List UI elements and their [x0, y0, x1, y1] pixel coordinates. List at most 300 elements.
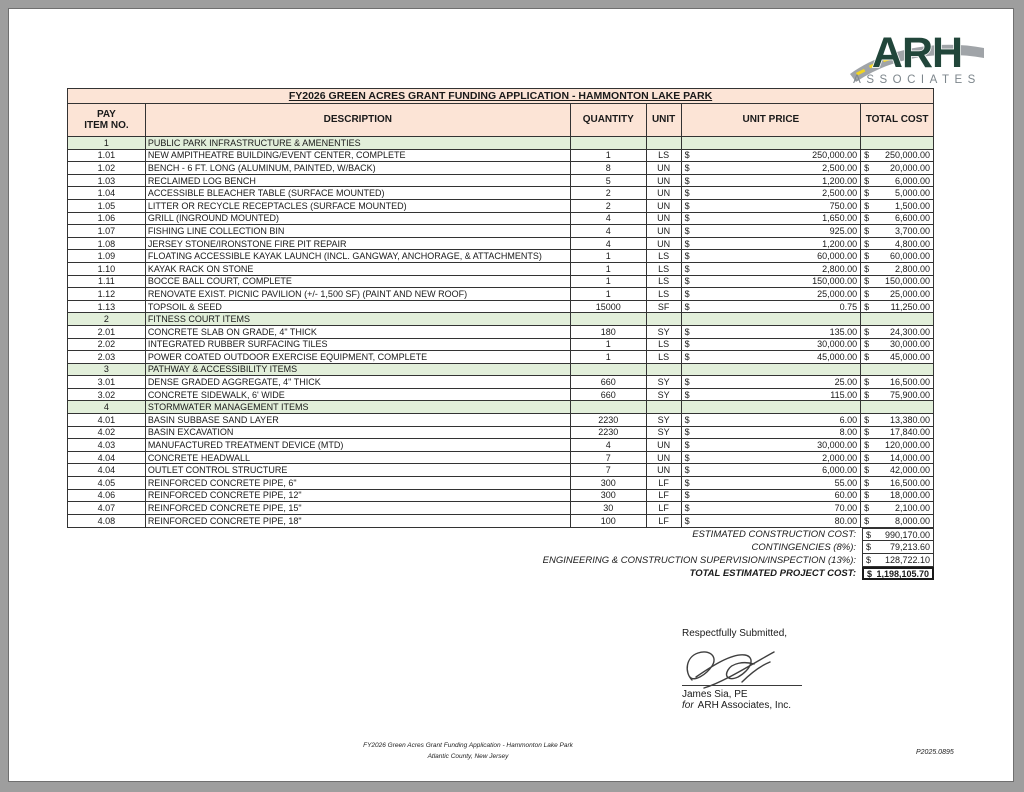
- quantity-cell: 8: [571, 162, 647, 175]
- description-cell: FISHING LINE COLLECTION BIN: [146, 225, 571, 238]
- currency-symbol: $: [684, 188, 690, 199]
- description-cell: FLOATING ACCESSIBLE KAYAK LAUNCH (INCL. GANGWAY, ANCHORAGE, & ATTACHMENTS): [146, 250, 571, 263]
- unit-cell: UN: [647, 464, 682, 477]
- footer-title: FY2026 Green Acres Grant Funding Application - Hammonton Lake Park: [363, 742, 573, 749]
- currency-symbol: $: [864, 440, 870, 451]
- quantity-cell: 1: [571, 276, 647, 289]
- quantity-cell: 15000: [571, 301, 647, 314]
- currency-symbol: $: [684, 516, 690, 527]
- total-cost-cell: [861, 439, 933, 452]
- unit-cell: LS: [647, 150, 682, 163]
- amount-value: 115.00: [830, 389, 858, 400]
- amount-value: 150,000.00: [884, 276, 930, 287]
- unit-cell: SY: [647, 389, 682, 402]
- quantity-cell: 660: [571, 376, 647, 389]
- pay-item-no-cell: 4.05: [68, 477, 146, 490]
- table-row: [68, 452, 933, 465]
- unit-price-cell: [682, 288, 862, 301]
- pay-item-no-cell: 1.04: [68, 187, 146, 200]
- amount-value: 6,000.00: [822, 465, 858, 476]
- pay-item-no-cell: 1.13: [68, 301, 146, 314]
- unit-price-cell: [682, 187, 862, 200]
- currency-symbol: $: [864, 414, 870, 425]
- currency-symbol: $: [684, 200, 690, 211]
- logo-text: ARH: [871, 29, 963, 77]
- description-cell: BENCH - 6 FT. LONG (ALUMINUM, PAINTED, W/BACK): [146, 162, 571, 175]
- quantity-cell: [571, 364, 647, 377]
- amount-value: 20,000.00: [889, 162, 930, 173]
- pay-item-no-cell: 4: [68, 401, 146, 414]
- amount-value: 25,000.00: [817, 288, 858, 299]
- unit-price-cell: [682, 225, 862, 238]
- logo-subtext: ASSOCIATES: [853, 74, 981, 85]
- unit-price-cell: [682, 464, 862, 477]
- salutation: Respectfully Submitted,: [682, 628, 788, 639]
- description-cell: OUTLET CONTROL STRUCTURE: [146, 464, 571, 477]
- amount-value: 75,900.00: [889, 389, 930, 400]
- amount-value: 60.00: [834, 490, 858, 501]
- unit-price-cell: [682, 389, 862, 402]
- amount-value: 11,250.00: [890, 301, 930, 312]
- currency-symbol: $: [864, 477, 870, 488]
- currency-symbol: $: [684, 225, 690, 236]
- currency-symbol: $: [684, 490, 690, 501]
- unit-price-cell: [682, 364, 862, 377]
- unit-cell: UN: [647, 175, 682, 188]
- currency-symbol: $: [684, 427, 690, 438]
- totals-value-cell: [862, 541, 934, 554]
- description-cell: BOCCE BALL COURT, COMPLETE: [146, 276, 571, 289]
- unit-price-cell: [682, 427, 862, 440]
- quantity-cell: 4: [571, 439, 647, 452]
- unit-cell: LS: [647, 351, 682, 364]
- currency-symbol: $: [684, 251, 690, 262]
- cost-estimate-table: [67, 88, 934, 528]
- amount-value: 25.00: [834, 377, 858, 388]
- unit-price-cell: [682, 452, 862, 465]
- description-cell: PATHWAY & ACCESSIBILITY ITEMS: [146, 364, 571, 377]
- total-cost-cell: [861, 238, 933, 251]
- signature-line: [682, 685, 802, 686]
- table-row: [68, 301, 933, 314]
- table-row: [68, 175, 933, 188]
- pay-item-no-cell: 4.07: [68, 502, 146, 515]
- quantity-cell: 300: [571, 490, 647, 503]
- amount-value: 2,500.00: [822, 188, 858, 199]
- currency-symbol: $: [684, 326, 690, 337]
- unit-price-cell: [682, 150, 862, 163]
- total-cost-cell: [861, 389, 933, 402]
- currency-symbol: $: [684, 389, 690, 400]
- currency-symbol: $: [864, 301, 870, 312]
- signatory-company: [682, 700, 842, 711]
- table-row: [68, 376, 933, 389]
- table-row: [68, 477, 933, 490]
- amount-value: 5,000.00: [894, 188, 930, 199]
- amount-value: 14,000.00: [889, 452, 930, 463]
- amount-value: 2,500.00: [822, 162, 858, 173]
- amount-value: 30,000.00: [817, 440, 858, 451]
- unit-cell: LS: [647, 339, 682, 352]
- unit-price-cell: [682, 162, 862, 175]
- table-row: [68, 502, 933, 515]
- pay-item-no-cell: 4.04: [68, 452, 146, 465]
- pay-item-no-cell: 4.08: [68, 515, 146, 528]
- unit-price-cell: [682, 515, 862, 528]
- currency-symbol: $: [864, 225, 870, 236]
- header-total-cost: TOTAL COST: [865, 114, 929, 126]
- unit-price-cell: [682, 301, 862, 314]
- description-cell: REINFORCED CONCRETE PIPE, 12": [146, 490, 571, 503]
- currency-symbol: $: [684, 150, 690, 161]
- total-cost-cell: [861, 452, 933, 465]
- pay-item-no-cell: 1.08: [68, 238, 146, 251]
- description-cell: LITTER OR RECYCLE RECEPTACLES (SURFACE MOUNTED): [146, 200, 571, 213]
- currency-symbol: $: [684, 301, 690, 312]
- description-cell: INTEGRATED RUBBER SURFACING TILES: [146, 339, 571, 352]
- unit-cell: LS: [647, 250, 682, 263]
- pay-item-no-cell: 4.04: [68, 464, 146, 477]
- table-row: [68, 464, 933, 477]
- amount-value: 750.00: [829, 200, 858, 211]
- currency-symbol: $: [867, 568, 873, 579]
- currency-symbol: $: [864, 427, 870, 438]
- currency-symbol: $: [684, 414, 690, 425]
- amount-value: 6.00: [839, 414, 858, 425]
- quantity-cell: 660: [571, 389, 647, 402]
- total-cost-cell: [861, 464, 933, 477]
- pay-item-no-cell: 2: [68, 313, 146, 326]
- totals-row: [67, 541, 934, 554]
- header-pay-line1: PAY: [96, 108, 116, 120]
- total-cost-cell: [861, 263, 933, 276]
- currency-symbol: $: [684, 465, 690, 476]
- amount-value: 60,000.00: [889, 251, 930, 262]
- unit-price-cell: [682, 502, 862, 515]
- amount-value: 1,200.00: [822, 175, 858, 186]
- company-name: ARH Associates, Inc.: [697, 700, 792, 711]
- section-row: [68, 364, 933, 377]
- description-cell: CONCRETE SLAB ON GRADE, 4" THICK: [146, 326, 571, 339]
- table-row: [68, 414, 933, 427]
- amount-value: 3,700.00: [894, 225, 930, 236]
- unit-price-cell: [682, 326, 862, 339]
- currency-symbol: $: [684, 162, 690, 173]
- currency-symbol: $: [864, 465, 870, 476]
- quantity-cell: 2: [571, 200, 647, 213]
- currency-symbol: $: [684, 477, 690, 488]
- total-cost-cell: [861, 225, 933, 238]
- quantity-cell: [571, 137, 647, 150]
- description-cell: KAYAK RACK ON STONE: [146, 263, 571, 276]
- amount-value: 135.00: [829, 326, 858, 337]
- quantity-cell: 1: [571, 250, 647, 263]
- currency-symbol: $: [866, 542, 872, 552]
- currency-symbol: $: [864, 351, 870, 362]
- total-cost-cell: [861, 326, 933, 339]
- quantity-cell: 4: [571, 238, 647, 251]
- description-cell: MANUFACTURED TREATMENT DEVICE (MTD): [146, 439, 571, 452]
- pay-item-no-cell: 3.02: [68, 389, 146, 402]
- unit-cell: LF: [647, 477, 682, 490]
- unit-cell: [647, 137, 682, 150]
- total-cost-cell: [861, 313, 933, 326]
- currency-symbol: $: [684, 213, 690, 224]
- unit-cell: SY: [647, 414, 682, 427]
- unit-price-cell: [682, 175, 862, 188]
- arh-logo-graphic: [850, 27, 984, 85]
- totals-row: [67, 567, 934, 580]
- description-cell: CONCRETE SIDEWALK, 6' WIDE: [146, 389, 571, 402]
- totals-value-cell: [862, 567, 934, 580]
- quantity-cell: 2230: [571, 427, 647, 440]
- currency-symbol: $: [864, 263, 870, 274]
- table-row: [68, 326, 933, 339]
- quantity-cell: 1: [571, 288, 647, 301]
- currency-symbol: $: [684, 238, 690, 249]
- description-cell: STORMWATER MANAGEMENT ITEMS: [146, 401, 571, 414]
- total-cost-cell: [861, 427, 933, 440]
- unit-price-cell: [682, 137, 862, 150]
- description-cell: GRILL (INGROUND MOUNTED): [146, 213, 571, 226]
- amount-value: 2,100.00: [894, 503, 930, 514]
- totals-row: [67, 528, 934, 541]
- table-row: [68, 238, 933, 251]
- amount-value: 80.00: [834, 516, 858, 527]
- quantity-cell: 7: [571, 452, 647, 465]
- unit-cell: UN: [647, 225, 682, 238]
- unit-cell: LS: [647, 288, 682, 301]
- currency-symbol: $: [864, 150, 870, 161]
- amount-value: 55.00: [834, 477, 858, 488]
- totals-row: [67, 554, 934, 567]
- totals-label: ENGINEERING & CONSTRUCTION SUPERVISION/INSPECTION (13%):: [542, 555, 856, 566]
- unit-cell: UN: [647, 187, 682, 200]
- currency-symbol: $: [864, 213, 870, 224]
- table-body: [67, 137, 934, 528]
- section-row: [68, 313, 933, 326]
- amount-value: 150,000.00: [812, 276, 858, 287]
- amount-value: 24,300.00: [889, 326, 930, 337]
- total-cost-cell: [861, 477, 933, 490]
- totals-label: ESTIMATED CONSTRUCTION COST:: [692, 529, 856, 540]
- amount-value: 4,800.00: [894, 238, 930, 249]
- unit-price-cell: [682, 376, 862, 389]
- table-row: [68, 427, 933, 440]
- currency-symbol: $: [684, 276, 690, 287]
- total-cost-cell: [861, 250, 933, 263]
- currency-symbol: $: [864, 377, 870, 388]
- unit-price-cell: [682, 439, 862, 452]
- total-cost-cell: [861, 288, 933, 301]
- table-row: [68, 515, 933, 528]
- unit-price-cell: [682, 200, 862, 213]
- signatory-name: James Sia, PE: [682, 689, 748, 700]
- description-cell: REINFORCED CONCRETE PIPE, 15": [146, 502, 571, 515]
- total-cost-cell: [861, 301, 933, 314]
- currency-symbol: $: [864, 200, 870, 211]
- pay-item-no-cell: 1.03: [68, 175, 146, 188]
- unit-cell: [647, 313, 682, 326]
- amount-value: 1,200.00: [822, 238, 858, 249]
- for-prefix: for: [682, 700, 694, 711]
- currency-symbol: $: [864, 288, 870, 299]
- description-cell: FITNESS COURT ITEMS: [146, 313, 571, 326]
- totals-value-cell: [862, 528, 934, 541]
- total-cost-cell: [861, 200, 933, 213]
- description-cell: CONCRETE HEADWALL: [146, 452, 571, 465]
- table-row: [68, 150, 933, 163]
- pay-item-no-cell: 1.07: [68, 225, 146, 238]
- amount-value: 6,600.00: [894, 213, 930, 224]
- total-cost-cell: [861, 414, 933, 427]
- pay-item-no-cell: 1: [68, 137, 146, 150]
- description-cell: TOPSOIL & SEED: [146, 301, 571, 314]
- pay-item-no-cell: 4.03: [68, 439, 146, 452]
- pay-item-no-cell: 2.02: [68, 339, 146, 352]
- unit-cell: SF: [647, 301, 682, 314]
- description-cell: RECLAIMED LOG BENCH: [146, 175, 571, 188]
- unit-cell: LF: [647, 502, 682, 515]
- amount-value: 128,722.10: [884, 555, 930, 565]
- amount-value: 13,380.00: [889, 414, 930, 425]
- description-cell: BASIN SUBBASE SAND LAYER: [146, 414, 571, 427]
- unit-price-cell: [682, 250, 862, 263]
- unit-cell: UN: [647, 200, 682, 213]
- total-cost-cell: [861, 187, 933, 200]
- quantity-cell: 30: [571, 502, 647, 515]
- description-cell: REINFORCED CONCRETE PIPE, 6": [146, 477, 571, 490]
- unit-price-cell: [682, 213, 862, 226]
- unit-price-cell: [682, 490, 862, 503]
- pay-item-no-cell: 4.01: [68, 414, 146, 427]
- unit-cell: UN: [647, 439, 682, 452]
- table-row: [68, 439, 933, 452]
- total-cost-cell: [861, 351, 933, 364]
- footer-center: [318, 740, 618, 762]
- pay-item-no-cell: 1.11: [68, 276, 146, 289]
- description-cell: POWER COATED OUTDOOR EXERCISE EQUIPMENT, COMPLETE: [146, 351, 571, 364]
- table-row: [68, 263, 933, 276]
- currency-symbol: $: [864, 276, 870, 287]
- amount-value: 250,000.00: [884, 150, 930, 161]
- totals-label: TOTAL ESTIMATED PROJECT COST:: [689, 568, 856, 579]
- description-cell: ACCESSIBLE BLEACHER TABLE (SURFACE MOUNTED): [146, 187, 571, 200]
- currency-symbol: $: [684, 377, 690, 388]
- currency-symbol: $: [684, 339, 690, 350]
- description-cell: REINFORCED CONCRETE PIPE, 18": [146, 515, 571, 528]
- unit-price-cell: [682, 414, 862, 427]
- unit-cell: UN: [647, 213, 682, 226]
- currency-symbol: $: [684, 288, 690, 299]
- table-row: [68, 339, 933, 352]
- currency-symbol: $: [864, 503, 870, 514]
- footer-location: Atlantic County, New Jersey: [427, 753, 509, 760]
- totals-value-cell: [862, 554, 934, 567]
- unit-price-cell: [682, 401, 862, 414]
- amount-value: 990,170.00: [884, 529, 930, 540]
- table-row: [68, 276, 933, 289]
- amount-value: 16,500.00: [889, 477, 930, 488]
- amount-value: 45,000.00: [889, 351, 930, 362]
- amount-value: 1,650.00: [822, 213, 858, 224]
- currency-symbol: $: [866, 529, 872, 540]
- pay-item-no-cell: 1.12: [68, 288, 146, 301]
- arh-logo: [850, 27, 984, 85]
- unit-cell: UN: [647, 238, 682, 251]
- amount-value: 1,500.00: [894, 200, 930, 211]
- unit-price-cell: [682, 477, 862, 490]
- amount-value: 8.00: [839, 427, 858, 438]
- table-row: [68, 389, 933, 402]
- description-cell: RENOVATE EXIST. PICNIC PAVILION (+/- 1,500 SF) (PAINT AND NEW ROOF): [146, 288, 571, 301]
- unit-price-cell: [682, 313, 862, 326]
- pay-item-no-cell: 1.10: [68, 263, 146, 276]
- quantity-cell: 1: [571, 351, 647, 364]
- unit-cell: [647, 401, 682, 414]
- currency-symbol: $: [684, 351, 690, 362]
- header-unit-price: UNIT PRICE: [682, 104, 862, 136]
- amount-value: 25,000.00: [889, 288, 930, 299]
- unit-price-cell: [682, 351, 862, 364]
- total-cost-cell: [861, 502, 933, 515]
- quantity-cell: 7: [571, 464, 647, 477]
- amount-value: 30,000.00: [817, 339, 858, 350]
- amount-value: 17,840.00: [889, 427, 930, 438]
- currency-symbol: $: [864, 238, 870, 249]
- unit-cell: UN: [647, 452, 682, 465]
- header-pay-line2: ITEM NO.: [84, 120, 129, 131]
- amount-value: 70.00: [834, 503, 858, 514]
- totals-section: [67, 528, 934, 580]
- total-cost-cell: [861, 150, 933, 163]
- quantity-cell: 2: [571, 187, 647, 200]
- amount-value: 925.00: [829, 225, 858, 236]
- quantity-cell: [571, 401, 647, 414]
- description-cell: JERSEY STONE/IRONSTONE FIRE PIT REPAIR: [146, 238, 571, 251]
- header-description: DESCRIPTION: [146, 104, 571, 136]
- unit-price-cell: [682, 263, 862, 276]
- table-title-text: FY2026 GREEN ACRES GRANT FUNDING APPLICATION - HAMMONTON LAKE PARK: [288, 90, 713, 102]
- quantity-cell: 2230: [571, 414, 647, 427]
- unit-cell: [647, 364, 682, 377]
- quantity-cell: [571, 313, 647, 326]
- amount-value: 2,000.00: [822, 452, 858, 463]
- total-cost-cell: [861, 175, 933, 188]
- pay-item-no-cell: 1.06: [68, 213, 146, 226]
- quantity-cell: 180: [571, 326, 647, 339]
- table-row: [68, 187, 933, 200]
- total-cost-cell: [861, 162, 933, 175]
- table-row: [68, 490, 933, 503]
- unit-cell: LS: [647, 276, 682, 289]
- table-row: [68, 213, 933, 226]
- pay-item-no-cell: 2.01: [68, 326, 146, 339]
- quantity-cell: 1: [571, 263, 647, 276]
- currency-symbol: $: [864, 516, 870, 527]
- unit-price-cell: [682, 339, 862, 352]
- pay-item-no-cell: 3.01: [68, 376, 146, 389]
- currency-symbol: $: [684, 452, 690, 463]
- unit-cell: LF: [647, 490, 682, 503]
- currency-symbol: $: [864, 175, 870, 186]
- quantity-cell: 1: [571, 150, 647, 163]
- unit-cell: SY: [647, 427, 682, 440]
- currency-symbol: $: [864, 339, 870, 350]
- pay-item-no-cell: 1.05: [68, 200, 146, 213]
- currency-symbol: $: [866, 555, 872, 565]
- pay-item-no-cell: 4.06: [68, 490, 146, 503]
